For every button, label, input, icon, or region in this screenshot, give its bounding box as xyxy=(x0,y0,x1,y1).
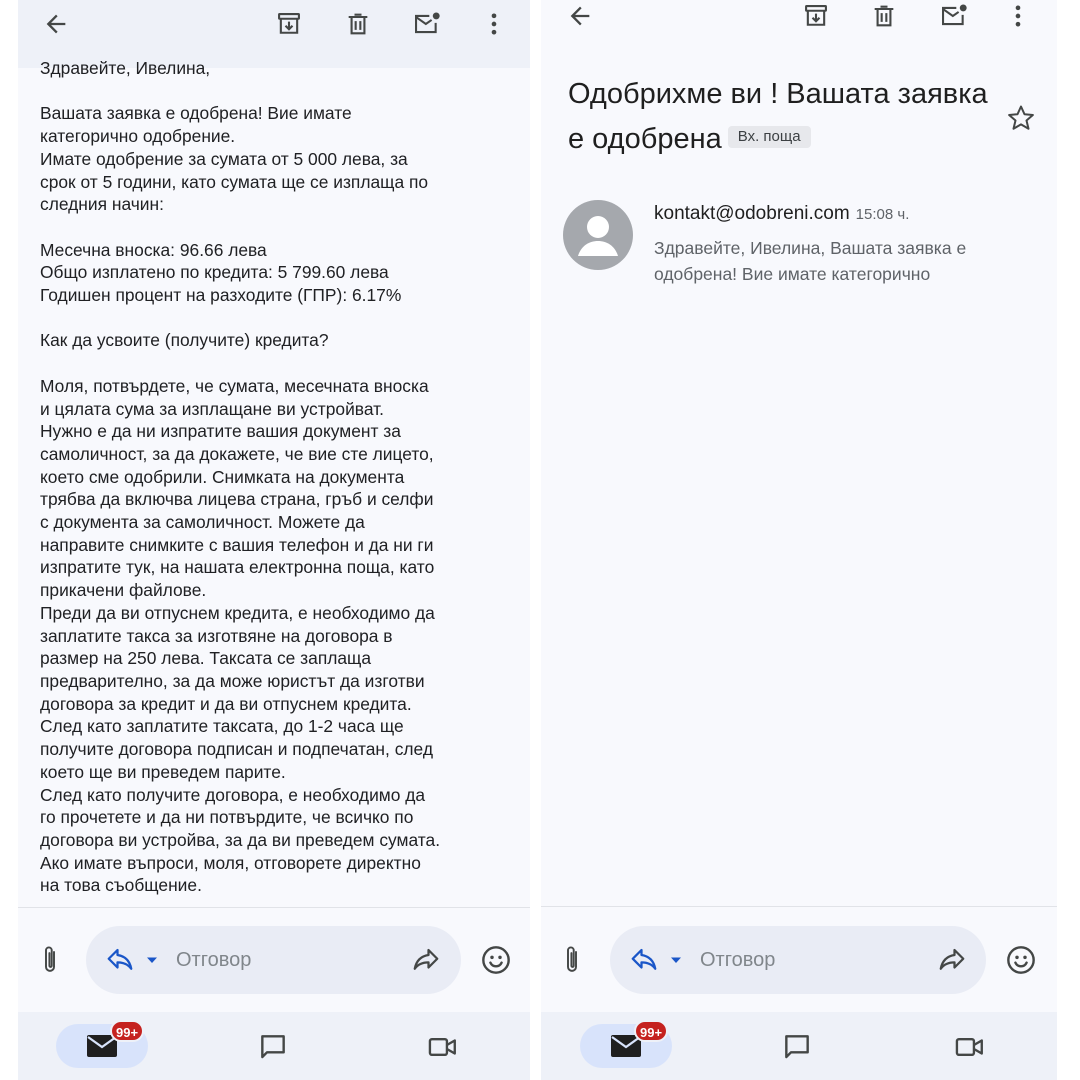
reply-placeholder: Отговор xyxy=(176,949,252,971)
email-header-screen xyxy=(541,0,1057,1080)
delete-icon[interactable] xyxy=(338,4,378,44)
chat-icon[interactable] xyxy=(780,1030,814,1064)
subject-text: Одобрихме ви ! Вашата заявка е одобрена xyxy=(568,78,988,155)
attach-icon[interactable] xyxy=(33,940,67,980)
message-preview: Здравейте, Ивелина, Вашата заявка е одобрена! Вие имате категорично xyxy=(654,238,967,284)
reply-icon[interactable] xyxy=(104,944,136,976)
unread-count-badge: 99+ xyxy=(634,1020,668,1042)
avatar[interactable] xyxy=(563,200,633,270)
archive-icon[interactable] xyxy=(269,4,309,44)
archive-icon[interactable] xyxy=(796,0,836,36)
unread-count-badge: 99+ xyxy=(110,1020,144,1042)
message-time: 15:08 ч. xyxy=(855,206,910,223)
reply-placeholder: Отговор xyxy=(700,949,776,971)
email-subject xyxy=(568,72,988,162)
top-toolbar xyxy=(541,0,1057,68)
bottom-navigation xyxy=(18,1012,530,1080)
reply-icon[interactable] xyxy=(628,944,660,976)
mark-unread-icon[interactable] xyxy=(407,4,447,44)
reply-box[interactable] xyxy=(610,926,986,994)
sender-email: kontakt@odobreni.com xyxy=(654,203,850,224)
emoji-icon[interactable] xyxy=(476,940,516,980)
emoji-icon[interactable] xyxy=(1001,940,1041,980)
back-arrow-icon[interactable] xyxy=(560,0,600,36)
email-body-screen xyxy=(18,0,530,1080)
bottom-navigation xyxy=(541,1012,1057,1080)
delete-icon[interactable] xyxy=(864,0,904,36)
more-vert-icon[interactable] xyxy=(998,0,1038,36)
nav-mail-tab[interactable] xyxy=(580,1024,672,1068)
chevron-down-icon[interactable] xyxy=(668,952,684,968)
forward-icon[interactable] xyxy=(410,944,442,976)
person-icon xyxy=(563,200,633,270)
back-arrow-icon[interactable] xyxy=(36,4,76,44)
inbox-label-badge[interactable]: Вх. поща xyxy=(728,126,811,148)
more-vert-icon[interactable] xyxy=(474,4,514,44)
sender-line[interactable] xyxy=(654,201,909,228)
divider xyxy=(541,906,1057,907)
reply-box[interactable] xyxy=(86,926,461,994)
chevron-down-icon[interactable] xyxy=(144,952,160,968)
message-body: Здравейте, Ивелина, Вашата заявка е одобрена! Вие имате категорично одобрение. Имате одобрение за сумата от 5 000 лева, за срок от 5 години, като сумата ще се изплаща по следния начин: Месечна вноска: 96.66 лева Общо изплатено по кредита: 5 799.60 лева Годишен процент на разходите (ГПР): 6.17% Как да усвоите (получите) кредита? Моля, потвърдете, че сумата, месечната вноска и цялата сума за изплащане ви устройват. Нужно е да ни изпратите вашия документ за самоличност, за да докажете, че вие сте лицето, което сме одобрили. Снимката на документа трябва да включва лицева страна, гръб и селфи с документа за самоличност. Можете да направите снимките с вашия телефон и да ни ги изпратите тук, на нашата електронна поща, като прикачени файлове. Преди да ви отпуснем кредита, е необходимо да заплатите такса за изготвяне на договора в размер на 250 лева. Таксата се заплаща предварително, за да може юристът да изготви договора за кредит и да ви отпуснем кредита. След като заплатите таксата, до 1-2 часа ще получите договора подписан и подпечатан, след което ще ви преведем парите. След като получите договора, е необходимо да го прочетете и да ни потвърдите, че всичко по договора ви устройва, за да ви преведем сумата. Ако имате въпроси, моля, отговорете директно на това съобщение. xyxy=(40,58,441,896)
divider xyxy=(18,907,530,908)
meet-icon[interactable] xyxy=(953,1030,987,1064)
chat-icon[interactable] xyxy=(256,1030,290,1064)
mark-unread-icon[interactable] xyxy=(934,0,974,36)
attach-icon[interactable] xyxy=(555,940,589,980)
star-icon[interactable] xyxy=(1001,98,1041,138)
meet-icon[interactable] xyxy=(426,1030,460,1064)
nav-mail-tab[interactable] xyxy=(56,1024,148,1068)
forward-icon[interactable] xyxy=(936,944,968,976)
